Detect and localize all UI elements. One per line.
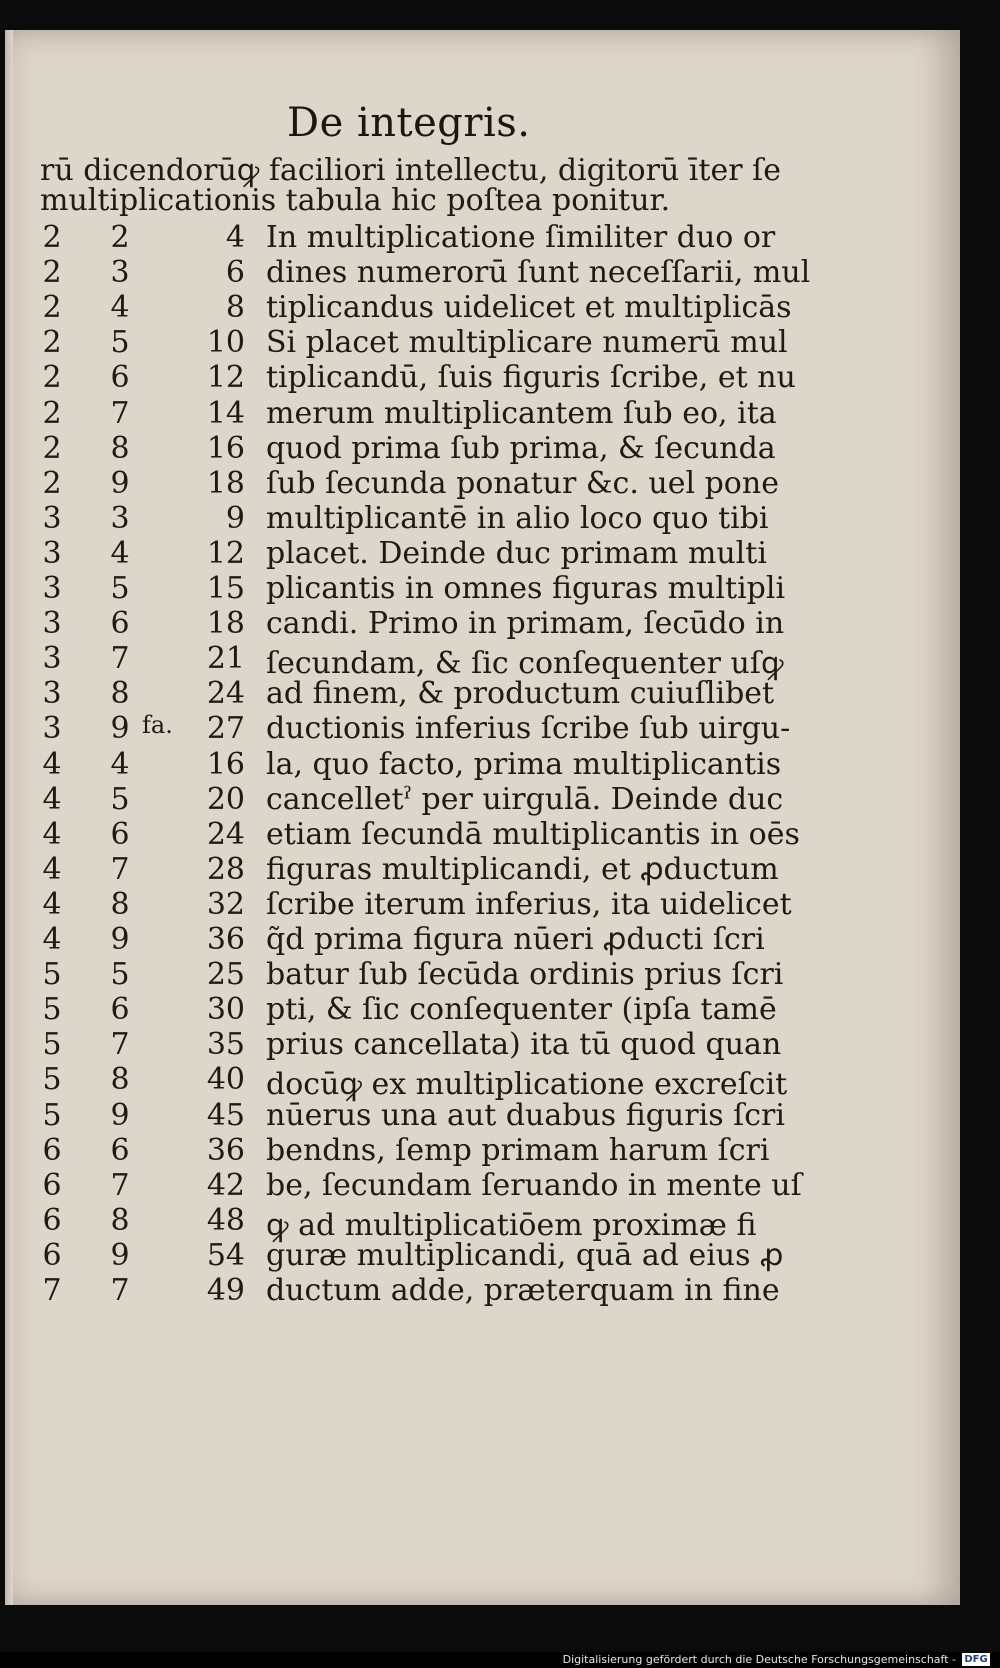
multiplicand-digit: 4 xyxy=(42,816,62,852)
multiplier-digit: 9 xyxy=(110,922,130,957)
table-row xyxy=(0,1168,955,1204)
text-line: tiplicandū, ſuis figuris ſcribe, et nu xyxy=(266,360,796,396)
multiplicand-digit: 3 xyxy=(42,676,62,712)
product-number: 48 xyxy=(206,1202,245,1238)
text-line: plicantis in omnes figuras multipli xyxy=(266,571,786,606)
text-line: docūꝙ ex multiplicatione excreſcit xyxy=(266,1067,788,1103)
intro-line-2: multiplicationis tabula hic poſtea ponitur. xyxy=(40,183,671,218)
multiplier-digit: 8 xyxy=(110,1062,130,1098)
multiplicand-digit: 2 xyxy=(42,430,62,466)
table-row xyxy=(0,922,955,958)
multiplicand-digit: 6 xyxy=(42,1202,62,1238)
product-number: 21 xyxy=(206,641,245,677)
table-row xyxy=(0,255,955,291)
multiplicand-digit: 5 xyxy=(42,1097,62,1133)
multiplier-digit: 7 xyxy=(110,851,130,887)
multiplicand-digit: 2 xyxy=(42,360,62,396)
dfg-logo: DFG xyxy=(962,1653,990,1666)
product-number: 4 xyxy=(225,220,245,255)
product-number: 28 xyxy=(206,851,245,887)
multiplicand-digit: 6 xyxy=(42,1132,62,1168)
table-row xyxy=(0,676,955,712)
text-line: multiplicantē in alio loco quo tibi xyxy=(266,500,769,536)
multiplicand-digit: 2 xyxy=(42,290,62,326)
multiplier-digit: 7 xyxy=(110,395,130,431)
product-number: 36 xyxy=(206,922,245,957)
product-number: 36 xyxy=(206,1132,245,1168)
multiplicand-digit: 4 xyxy=(42,886,62,922)
table-row xyxy=(0,887,955,923)
multiplicand-digit: 2 xyxy=(42,220,62,255)
table-row xyxy=(0,992,955,1028)
multiplier-digit: 4 xyxy=(110,535,130,571)
product-number: 54 xyxy=(206,1237,245,1273)
multiplier-digit: 6 xyxy=(110,816,130,852)
table-row xyxy=(0,1027,955,1063)
multiplier-digit: 7 xyxy=(110,1273,130,1308)
product-number: 35 xyxy=(206,1027,245,1063)
table-row xyxy=(0,396,955,432)
text-line: etiam ſecundā multiplicantis in oēs xyxy=(266,816,800,852)
table-row xyxy=(0,1273,955,1309)
multiplier-digit: 7 xyxy=(110,641,130,677)
multiplicand-digit: 2 xyxy=(42,325,62,361)
text-line: dines numerorū ſunt neceſſarii, mul xyxy=(266,255,811,291)
multiplier-digit: 9 xyxy=(110,465,130,501)
multiplicand-digit: 3 xyxy=(42,571,62,606)
multiplier-digit: 7 xyxy=(110,1167,130,1203)
product-number: 42 xyxy=(206,1167,245,1203)
product-number: 30 xyxy=(206,992,245,1028)
table-row xyxy=(0,220,955,256)
multiplier-digit: 5 xyxy=(110,781,130,817)
text-line: bendns, ſemp primam harum ſcri xyxy=(266,1132,770,1168)
multiplier-digit: 2 xyxy=(110,220,130,255)
multiplicand-digit: 4 xyxy=(42,851,62,887)
text-line: ad finem, & productum cuiuſlibet xyxy=(266,676,775,712)
product-number: 16 xyxy=(206,746,245,782)
table-row xyxy=(0,782,955,818)
table-row xyxy=(0,852,955,888)
text-line: ſcribe iterum inferius, ita uidelicet xyxy=(266,886,792,922)
text-line: la, quo facto, prima multiplicantis xyxy=(266,746,782,782)
text-line: cancelletˀ per uirgulā. Deinde duc xyxy=(266,781,784,817)
product-number: 14 xyxy=(206,395,245,431)
multiplicand-digit: 4 xyxy=(42,922,62,957)
table-row xyxy=(0,536,955,572)
text-line: ductionis inferius ſcribe ſub uirgu- xyxy=(266,711,791,747)
text-line: q̃d prima figura nūeri ꝓducti ſcri xyxy=(266,922,765,957)
multiplicand-digit: 5 xyxy=(42,957,62,993)
multiplicand-digit: 3 xyxy=(42,606,62,642)
marginal-note: fa. xyxy=(142,711,173,740)
text-line: merum multiplicantem ſub eo, ita xyxy=(266,395,777,431)
multiplicand-digit: 3 xyxy=(42,535,62,571)
table-row xyxy=(0,641,955,682)
product-number: 10 xyxy=(206,325,245,361)
table-row xyxy=(0,325,955,361)
multiplier-digit: 6 xyxy=(110,992,130,1028)
multiplicand-digit: 6 xyxy=(42,1167,62,1203)
multiplier-digit: 3 xyxy=(110,500,130,536)
text-line: tiplicandus uidelicet et multiplicās xyxy=(266,290,792,326)
product-number: 9 xyxy=(225,500,245,536)
multiplier-digit: 8 xyxy=(110,676,130,712)
multiplier-digit: 6 xyxy=(110,360,130,396)
text-line: quod prima ſub prima, & ſecunda xyxy=(266,430,776,466)
text-line: be, ſecundam ſeruando in mente uſ xyxy=(266,1167,802,1203)
text-line: placet. Deinde duc primam multi xyxy=(266,535,767,571)
table-row xyxy=(0,817,955,853)
table-row xyxy=(0,290,955,326)
multiplicand-digit: 3 xyxy=(42,711,62,747)
multiplicand-digit: 5 xyxy=(42,992,62,1028)
product-number: 20 xyxy=(206,781,245,817)
multiplicand-digit: 5 xyxy=(42,1027,62,1063)
multiplier-digit: 4 xyxy=(110,746,130,782)
table-row xyxy=(0,571,955,607)
multiplier-digit: 5 xyxy=(110,957,130,993)
multiplicand-digit: 2 xyxy=(42,255,62,291)
product-number: 16 xyxy=(206,430,245,466)
table-row xyxy=(0,957,955,993)
text-line: pti, & ſic conſequenter (ipſa tamē xyxy=(266,992,777,1028)
text-line: ꝙ ad multiplicatiōem proximæ fi xyxy=(266,1207,757,1243)
multiplicand-digit: 5 xyxy=(42,1062,62,1098)
multiplicand-digit: 3 xyxy=(42,641,62,677)
product-number: 12 xyxy=(206,360,245,396)
multiplier-digit: 9 xyxy=(110,711,130,747)
product-number: 24 xyxy=(206,816,245,852)
table-row xyxy=(0,360,955,396)
multiplier-digit: 8 xyxy=(110,430,130,466)
multiplier-digit: 3 xyxy=(110,255,130,291)
multiplicand-digit: 7 xyxy=(42,1273,62,1308)
product-number: 25 xyxy=(206,957,245,993)
footer-credit: Digitalisierung gefördert durch die Deutsche Forschungsgemeinschaft - xyxy=(562,1653,956,1666)
product-number: 6 xyxy=(225,255,245,291)
product-number: 45 xyxy=(206,1097,245,1133)
product-number: 40 xyxy=(206,1062,245,1098)
product-number: 32 xyxy=(206,886,245,922)
multiplier-digit: 8 xyxy=(110,886,130,922)
multiplier-digit: 4 xyxy=(110,290,130,326)
multiplier-digit: 9 xyxy=(110,1097,130,1133)
multiplier-digit: 5 xyxy=(110,571,130,606)
multiplicand-digit: 6 xyxy=(42,1237,62,1273)
multiplicand-digit: 3 xyxy=(42,500,62,536)
text-line: nūerus una aut duabus figuris ſcri xyxy=(266,1097,785,1133)
text-line: prius cancellata) ita tū quod quan xyxy=(266,1027,782,1063)
product-number: 18 xyxy=(206,606,245,642)
product-number: 27 xyxy=(206,711,245,747)
table-row xyxy=(0,1202,955,1243)
product-number: 12 xyxy=(206,535,245,571)
multiplicand-digit: 4 xyxy=(42,781,62,817)
table-row xyxy=(0,711,955,747)
multiplier-digit: 5 xyxy=(110,325,130,361)
text-line: In multiplicatione ſimiliter duo or xyxy=(266,220,776,255)
multiplicand-digit: 2 xyxy=(42,465,62,501)
multiplicand-digit: 2 xyxy=(42,395,62,431)
table-row xyxy=(0,747,955,783)
product-number: 8 xyxy=(225,290,245,326)
text-line: figuras multiplicandi, et ꝓductum xyxy=(266,851,779,887)
multiplicand-digit: 4 xyxy=(42,746,62,782)
multiplier-digit: 9 xyxy=(110,1237,130,1273)
product-number: 24 xyxy=(206,676,245,712)
text-line: guræ multiplicandi, quā ad eius ꝓ xyxy=(266,1237,784,1273)
table-row xyxy=(0,466,955,502)
text-line: batur ſub ſecūda ordinis prius ſcri xyxy=(266,957,784,993)
table-row xyxy=(0,501,955,537)
product-number: 18 xyxy=(206,465,245,501)
running-head: De integris. xyxy=(287,100,531,146)
table-row xyxy=(0,1238,955,1274)
table-row xyxy=(0,1098,955,1134)
multiplier-digit: 6 xyxy=(110,1132,130,1168)
multiplier-digit: 6 xyxy=(110,606,130,642)
product-number: 49 xyxy=(206,1273,245,1308)
product-number: 15 xyxy=(206,571,245,606)
text-line: candi. Primo in primam, ſecūdo in xyxy=(266,606,785,642)
intro-line-1: rū dicendorūꝙ faciliori intellectu, digitorū īter ſe xyxy=(40,153,781,188)
text-line: ſub ſecunda ponatur &c. uel pone xyxy=(266,465,779,501)
text-line: ſecundam, & ſic conſequenter uſꝙ xyxy=(266,646,784,682)
text-line: ductum adde, præterquam in fine xyxy=(266,1273,780,1308)
table-row xyxy=(0,1062,955,1103)
table-row xyxy=(0,431,955,467)
multiplier-digit: 7 xyxy=(110,1027,130,1063)
table-row xyxy=(0,1133,955,1169)
table-row xyxy=(0,606,955,642)
text-line: Si placet multiplicare numerū mul xyxy=(266,325,788,361)
multiplier-digit: 8 xyxy=(110,1202,130,1238)
